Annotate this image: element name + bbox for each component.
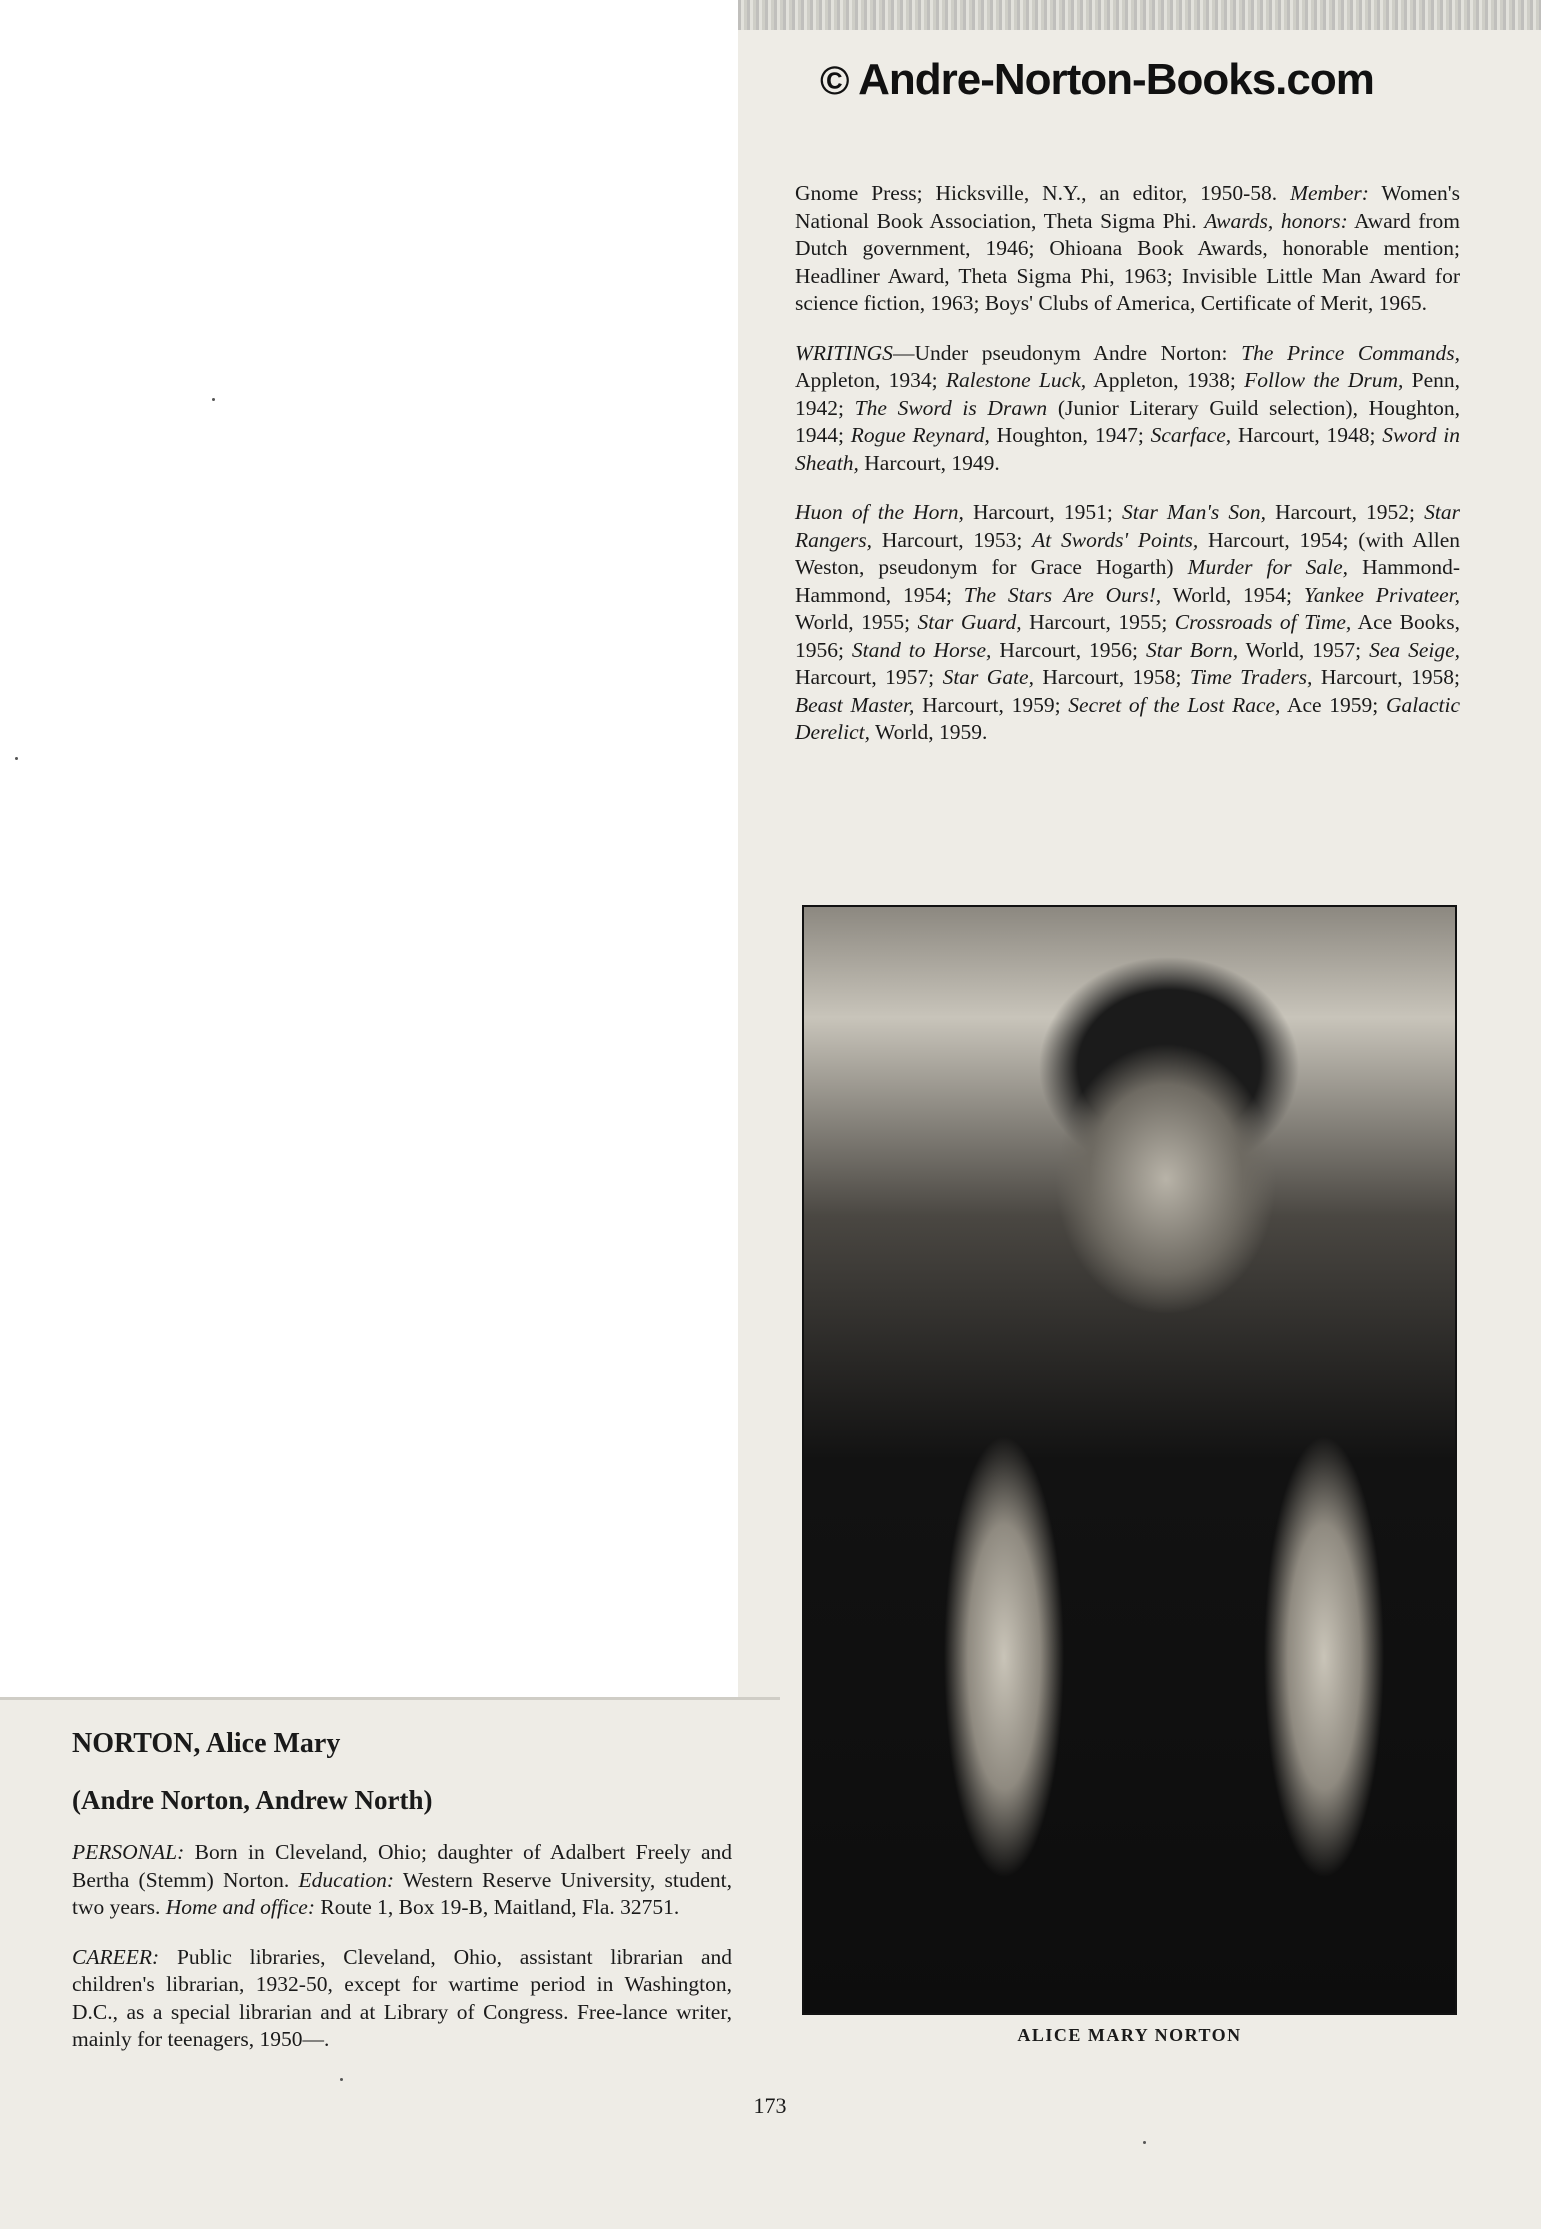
italic-run: Beast Master, [795,692,915,717]
torn-top-edge [738,0,1541,30]
italic-run: CAREER: [72,1944,160,1969]
text-run: Western Reserve University, student, two years. [72,1867,732,1919]
career-paragraph [72,1944,732,2054]
italic-run: Sea Seige, [1369,637,1461,662]
italic-run: Time Traders, [1189,665,1313,689]
italic-run: WRITINGS [795,340,893,365]
italic-run: Follow the Drum, [1244,368,1404,392]
text-run: Harcourt, 1948; [1231,423,1383,447]
paper-speck [340,2078,343,2081]
text-run: Award from Dutch government, 1946; Ohioana Book Awards, honorable mention; Headliner Award, Theta Sigma Phi, 1963; Invisible Little Man Award for science fiction, 1963; Boys' Clubs of America, Certificate of Merit, 1965. [795,208,1460,315]
text-run: Harcourt, 1958; [1033,665,1190,689]
italic-run: Sword in Sheath, [795,423,1460,475]
text-run: Hammond-Hammond, 1954; [795,555,1460,607]
photo-caption: ALICE MARY NORTON [1017,2025,1242,2045]
italic-run: PERSONAL: [72,1840,185,1864]
italic-run: Star Rangers, [795,500,1460,552]
text-run: World, 1955; [795,610,918,634]
text-run: Ace Books, 1956; [795,610,1460,662]
text-run: (Junior Literary Guild selection), Houghton, 1944; [795,395,1460,447]
italic-run: Ralestone Luck, [945,368,1087,392]
personal-paragraph [72,1839,732,1922]
portrait-photo [802,905,1457,2015]
text-run: Harcourt, 1953; [872,527,1033,552]
text-run: Born in Cleveland, Ohio; daughter of Adalbert Freely and Bertha (Stemm) Norton. [72,1840,732,1892]
text-run: Houghton, 1947; [989,423,1151,447]
italic-run: Star Gate, [942,665,1034,689]
watermark [820,55,1460,105]
italic-run: Rogue Reynard, [850,423,990,447]
page-number: 173 [753,2093,787,2118]
italic-run: Scarface, [1150,423,1232,447]
text-run: World, 1957; [1238,637,1370,662]
text-run: Appleton, 1934; [795,368,946,392]
right-column [795,180,1460,769]
text-run: Harcourt, 1957; [795,665,943,689]
text-run: Gnome Press; Hicksville, N.Y., an editor, 1950-58. [795,181,1291,205]
copyright-icon: © [820,59,849,103]
left-column [72,1727,732,2076]
italic-run: The Sword is Drawn [854,395,1048,420]
text-run: Harcourt, 1951; [963,500,1122,524]
text-run: World, 1954; [1161,582,1304,607]
italic-run: Murder for Sale, [1187,555,1349,579]
italic-run: Secret of the Lost Race, [1068,692,1281,717]
italic-run: The Stars Are Ours!, [963,582,1162,607]
paper-speck [1143,2141,1146,2144]
entry-alias: (Andre Norton, Andrew North) [72,1785,433,1815]
italic-run: Star Born, [1145,637,1239,662]
membership-awards-paragraph [795,180,1460,318]
italic-run: Awards, honors: [1204,208,1348,233]
italic-run: Member: [1290,181,1369,205]
text-run: Harcourt, 1954; (with Allen Weston, pseudonym for Grace Hogarth) [795,527,1460,579]
text-run: Route 1, Box 19-B, Maitland, Fla. 32751. [315,1895,680,1919]
entry-name: NORTON, Alice Mary [72,1728,341,1759]
text-run: Harcourt, 1952; [1266,500,1425,524]
text-run: Harcourt, 1959; [914,692,1069,717]
writings-paragraph [795,340,1460,478]
paper-speck [15,757,18,760]
italic-run: The Prince Commands, [1241,340,1460,365]
writings-continued-paragraph [795,499,1460,747]
text-run: Penn, 1942; [795,368,1461,420]
italic-run: Home and office: [165,1895,316,1919]
text-run: Harcourt, 1956; [991,637,1146,662]
text-run: —Under pseudonym Andre Norton: [892,340,1242,365]
italic-run: Education: [298,1867,395,1892]
text-run: Ace 1959; [1280,692,1386,717]
italic-run: Star Guard, [917,610,1022,634]
paper-speck [212,398,215,401]
italic-run: Galactic Derelict, [795,692,1460,744]
italic-run: Huon of the Horn, [795,500,964,524]
text-run: Public libraries, Cleveland, Ohio, assistant librarian and children's librarian, 1932-50, except for wartime period in Washington, D.C., as a special librarian and at Library of Congress. Free-lance writer, mainly for teenagers, 1950—. [72,1944,732,2051]
text-run: Harcourt, 1958; [1312,665,1460,689]
text-run: Appleton, 1938; [1086,368,1245,392]
italic-run: Crossroads of Time, [1174,610,1352,634]
watermark-text: Andre-Norton-Books.com [858,55,1374,104]
italic-run: At Swords' Points, [1032,527,1199,552]
italic-run: Stand to Horse, [851,637,992,662]
italic-run: Yankee Privateer, [1303,582,1460,607]
text-run: Harcourt, 1955; [1021,610,1175,634]
text-run: World, 1959. [870,720,988,744]
text-run: Harcourt, 1949. [858,450,1000,475]
italic-run: Star Man's Son, [1121,500,1267,524]
text-run: Women's National Book Association, Theta Sigma Phi. [795,181,1460,233]
